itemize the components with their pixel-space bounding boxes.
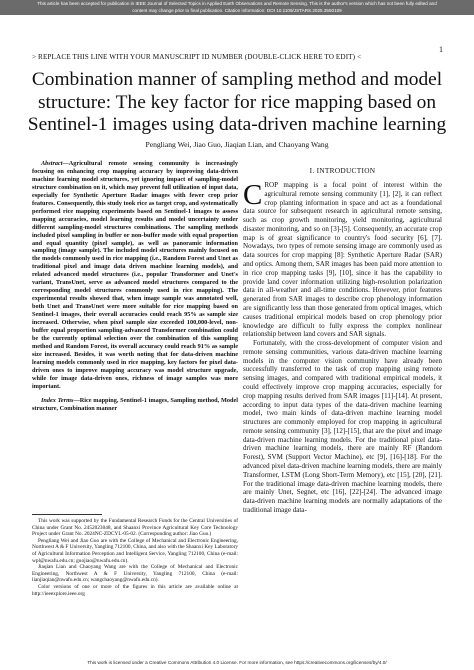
footnotes (32, 518, 238, 597)
abstract-lead: Abstract (41, 160, 63, 167)
intro-paragraph-1-text: ROP mapping is a focal point of interest within the agricultural remote sensing community [1], [2], it can reflect crop planting information in space and act as a foundational data source for subsequent research in agricultural remote sensing, such as crop growth monitoring, yield monitoring, agricultural disaster monitoring, and so on [3]-[5]. Consequently, an accurate crop map is of great significance to country's food security [6], [7]. Nowadays, two types of remote sensing image are commonly used as data sources for crop mapping [8]: Synthetic Aperture Radar (SAR) and optics. Among them, SAR images has been paid more attention to in rice crop mapping tasks [9], [10], since it has the capability to provide land cover information utilizing high-resolution polarization data in all-weather and all-time conditions. However, prior features generated from SAR images to describe crop phenology information are significantly less than those generated from optical images, which causes traditional empirical models based on crop phenology prior knowledge are difficult to fully express the complex nonlinear relationship between land covers and SAR signals. (243, 181, 442, 339)
right-column (243, 160, 442, 515)
drop-cap: C (243, 179, 263, 211)
paper-title: Combination manner of sampling method and model structure: The key factor for rice mapping based on Sentinel-1 images using data-driven machine learning (27, 69, 447, 135)
intro-paragraph-2: Fortunately, with the cross-development of computer vision and remote sensing communities, various data-driven machine learning models in the computer vision community have already been successfully transferred to the task of crop mapping using remote sensing images, and compared with traditional empirical models, it could effectively improve crop mapping accuracies, especially for crop mapping results derived from SAR images [11]-[14]. At present, according to input data types of the data-driven machine learning model, two main kinds of data-driven machine learning model structures are commonly employed for crop mapping in agricultural remote sensing community [3], [12]-[15], that are the pixel and image data-driven machine learning models. For the traditional pixel data-driven machine learning models, there are mainly RF (Random Forest), SVM (Support Vector Machine), etc [9], [16]-[18]. For the advanced pixel data-driven machine learning models, there are mainly Transformer, LSTM (Long Short-Term Memory), etc [15], [20], [21]. For the traditional image data-driven machine learning models, there are mainly Unet, Segnet, etc [16], [22]-[24]. The advanced image data-driven machine learning models are normally adaptations of the traditional image data- (243, 339, 442, 514)
index-terms-text: —Rice mapping, Sentinel-1 images, Sampling method, Model structure, Combination manner (32, 396, 238, 412)
abstract (32, 160, 238, 391)
publication-notice-line-2: content may change prior to final publication. Citation information: DOI 10.1109/JSTARS.2025.3550109 (132, 7, 342, 13)
index-terms (32, 397, 238, 413)
index-terms-lead: Index Terms (41, 396, 74, 404)
section-heading-introduction: I. INTRODUCTION (309, 166, 376, 175)
footnote-affiliation-2: Jiaqian Lian and Chaoyang Wang are with the College of Mechanical and Electronic Engineering, Northwest A & F University, Yangling 712100, China (e-mail: lianjiaqian@nwafu.edu.cn; wangchaoyang@nwafu.edu.cn). (32, 564, 238, 584)
page-number: 1 (439, 45, 443, 54)
footnote-affiliation-1: Pengliang Wei and Jiao Guo are with the College of Mechanical and Electronic Engineering, Northwest A & F University, Yangling 712100, China, and also with the Shaanxi Key Laboratory of Agricultural Information Perception and Intelligent Service, Yangling 712100, China (e-mail: wpl@nwafu.edu.cn; guojiao@nwafu.edu.cn). (32, 537, 238, 564)
publication-notice-line-1: This article has been accepted for publication in IEEE Journal of Selected Topics in Applied Earth Observations and Remote Sensing. This is the author's version which has not been fully edited and (37, 1, 437, 6)
author-list: Pengliang Wei, Jiao Guo, Jiaqian Lian, and Chaoyang Wang (145, 140, 329, 149)
license-footer: This work is licensed under a Creative Commons Attribution 4.0 License. For more information, see https://creativecommons.org/licenses/by/4.0/ (87, 660, 387, 665)
footnote-funding: This work was supported by the Fundamental Research Funds for the Central Universities of China under Grant No. 2452023048, and Shaanxi Province Agricultural Key Core Technology Project under Grant No. 2024NC-ZDCYL-05-02. (Corresponding author: Jiao Guo.) (32, 518, 238, 538)
publication-notice-banner (0, 0, 474, 15)
intro-paragraph-1 (243, 181, 442, 339)
left-column (32, 160, 238, 413)
footnote-color-versions: Color versions of one or more of the figures in this article are available online at http://ieeexplore.ieee.org (32, 583, 238, 597)
manuscript-id-placeholder: > REPLACE THIS LINE WITH YOUR MANUSCRIPT ID NUMBER (DOUBLE-CLICK HERE TO EDIT) < (32, 53, 362, 61)
footnote-divider (32, 514, 102, 515)
abstract-text: —Agricultural remote sensing community is increasingly focusing on enhancing crop mapping accuracy by improving data-driven machine learning model structures, yet ignoring impact of sampling-model structure combination on it, which may prevent full utilization of input data, especially for Synthetic Aperture Radar images with fewer crop prior features. Consequently, this study took rice as target crop, and systematically performed rice mapping experiments based on Sentinel-1 images to assess mapping accuracies, model learning results and model uncertainty under different sampling-model structures combinations. The sampling methods included pixel sampling in buffer or non-buffer mode with equal proportion and equal quantity (pixel sample), as well as panoramic information sampling (image sample). The included model structures mainly focused on the models commonly used in rice mapping (i.e., Random Forest and Unet as traditional pixel and image data driven machine learning models), and related advanced model structures (i.e., popular Transformer and Unet's variant, TransUnet, serve as advanced model structures compared to the corresponding model structures commonly used in rice mapping). The experimental results showed that, when image sample was annotated well, both Unet and TransUnet were more suitable for rice mapping based on Sentinel-1 images, their overall accuracies could reach 95% as sample size increased. Otherwise, when pixel sample size exceeded 100,000-level, non-buffer equal proportion sampling-advanced Transformer combination could be the currently optimal selection over the combination of this sampling method and Random Forest, its overall accuracy could reach 91% as sample size increased. Besides, it was worth noting that for data-driven machine learning models commonly used in rice mapping, key factors for pixel data-driven ones to improve mapping accuracy was model structure upgrade, while for image data-driven ones, richness of image samples was more important. (32, 160, 238, 390)
